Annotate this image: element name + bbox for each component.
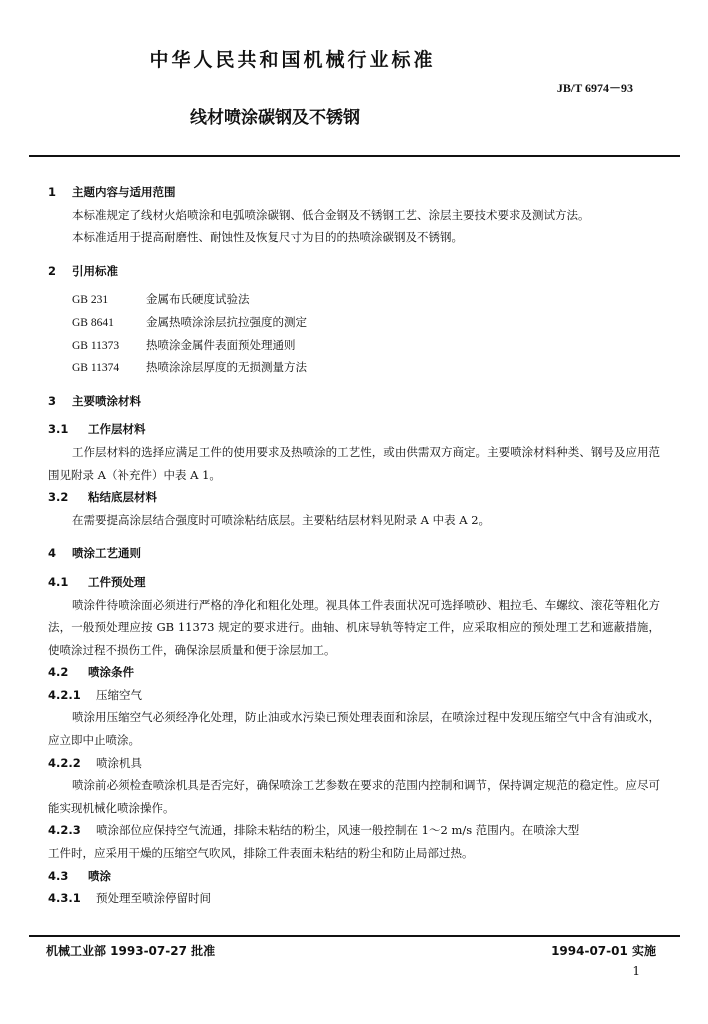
section-4-2-2-heading bbox=[48, 752, 660, 775]
reference-code: GB 11373 bbox=[72, 339, 120, 352]
reference-item bbox=[48, 334, 660, 357]
reference-title: 热喷涂金属件表面预处理通则 bbox=[146, 337, 296, 352]
section-1-heading bbox=[48, 181, 660, 204]
section-title: 预处理至喷涂停留时间 bbox=[96, 891, 211, 906]
document-body bbox=[48, 181, 660, 910]
paragraph-continuation: 工件时，应采用干燥的压缩空气吹风，排除工件表面未粘结的粉尘和防止局部过热。 bbox=[48, 846, 474, 861]
section-title: 喷涂 bbox=[88, 868, 111, 883]
reference-code: GB 8641 bbox=[72, 316, 114, 329]
section-number: 2 bbox=[48, 263, 57, 278]
section-3-2-heading bbox=[48, 486, 660, 509]
section-3-1-heading bbox=[48, 418, 660, 441]
paragraph: 工作层材料的选择应满足工件的使用要求及热喷涂的工艺性，或由供需双方商定。主要喷涂材料种类、钢号及应用范围见附录 A（补充件）中表 A 1。 bbox=[48, 444, 660, 482]
paragraph: 本标准适用于提高耐磨性、耐蚀性及恢复尺寸为目的的热喷涂碳钢及不锈钢。 bbox=[72, 230, 463, 245]
paragraph: 喷涂前必须检查喷涂机具是否完好，确保喷涂工艺参数在要求的范围内控制和调节，保持调定规范的稳定性。应尽可能实现机械化喷涂操作。 bbox=[48, 778, 660, 815]
section-title: 工件预处理 bbox=[88, 574, 146, 589]
section-title: 主题内容与适用范围 bbox=[72, 185, 176, 199]
section-4-2-1-heading bbox=[48, 684, 660, 707]
page-number: 1 bbox=[632, 964, 640, 978]
section-number: 4.2.1 bbox=[48, 687, 81, 702]
section-4-3-1-heading bbox=[48, 887, 660, 910]
reference-item bbox=[48, 356, 660, 379]
section-4-2-heading bbox=[48, 661, 660, 684]
paragraph: 本标准规定了线材火焰喷涂和电弧喷涂碳钢、低合金钢及不锈钢工艺、涂层主要技术要求及测试方法。 bbox=[72, 207, 590, 222]
section-4-2-3-paragraph bbox=[48, 819, 660, 842]
standard-title: 中华人民共和国机械行业标准 bbox=[149, 49, 436, 71]
section-number: 1 bbox=[48, 185, 57, 199]
section-title: 压缩空气 bbox=[96, 687, 142, 702]
reference-code: GB 11374 bbox=[72, 362, 120, 375]
approval-date: 机械工业部 1993-07-27 批准 bbox=[46, 944, 216, 958]
section-number: 4.2 bbox=[48, 665, 69, 680]
section-3-heading bbox=[48, 390, 660, 413]
section-title: 喷涂机具 bbox=[96, 755, 142, 770]
section-number: 4.2.3 bbox=[48, 823, 81, 838]
paragraph: 喷涂用压缩空气必须经净化处理，防止油或水污染已预处理表面和涂层，在喷涂过程中发现压缩空气中含有油或水，应立即中止喷涂。 bbox=[48, 710, 660, 748]
section-title: 工作层材料 bbox=[88, 422, 146, 437]
section-title: 喷涂条件 bbox=[88, 665, 134, 680]
section-title: 引用标准 bbox=[72, 263, 118, 278]
reference-item bbox=[48, 311, 660, 334]
document-title: 线材喷涂碳钢及不锈钢 bbox=[190, 108, 360, 128]
section-title: 喷涂工艺通则 bbox=[72, 546, 141, 561]
section-number: 3.2 bbox=[48, 490, 69, 505]
section-4-3-heading bbox=[48, 865, 660, 888]
section-title: 主要喷涂材料 bbox=[72, 393, 141, 408]
implementation-date: 1994-07-01 实施 bbox=[551, 944, 656, 958]
section-number: 4.2.2 bbox=[48, 755, 81, 770]
reference-item bbox=[48, 288, 660, 311]
paragraph: 在需要提高涂层结合强度时可喷涂粘结底层。主要粘结层材料见附录 A 中表 A 2。 bbox=[72, 512, 491, 527]
reference-title: 金属热喷涂涂层抗拉强度的测定 bbox=[146, 314, 307, 329]
section-number: 3.1 bbox=[48, 422, 69, 437]
reference-code: GB 231 bbox=[72, 294, 109, 307]
footer-divider bbox=[29, 935, 680, 937]
section-number: 4.3 bbox=[48, 868, 69, 883]
header-divider bbox=[29, 155, 680, 157]
section-4-1-heading bbox=[48, 571, 660, 594]
section-number: 4.3.1 bbox=[48, 891, 81, 906]
section-number: 3 bbox=[48, 393, 57, 408]
paragraph-lead: 喷涂部位应保持空气流通，排除未粘结的粉尘，风速一般控制在 1～2 m/s 范围内。在喷涂大型 bbox=[96, 823, 580, 838]
reference-title: 金属布氏硬度试验法 bbox=[146, 292, 250, 307]
reference-title: 热喷涂涂层厚度的无损测量方法 bbox=[146, 360, 307, 375]
section-number: 4 bbox=[48, 546, 57, 561]
section-2-heading bbox=[48, 260, 660, 283]
section-title: 粘结底层材料 bbox=[88, 490, 157, 505]
standard-code: JB/T 6974－93 bbox=[556, 81, 633, 95]
section-number: 4.1 bbox=[48, 574, 69, 589]
section-4-heading bbox=[48, 542, 660, 565]
paragraph: 喷涂件待喷涂面必须进行严格的净化和粗化处理。视具体工件表面状况可选择喷砂、粗拉毛、车螺纹、滚花等粗化方法，一般预处理应按 GB 11373 规定的要求进行。曲轴、机床导轨等特定工件，应采取相应的预处理工艺和遮蔽措施，使喷涂过程不损伤工件，确保涂层质量和便于涂层加工。 bbox=[48, 597, 660, 657]
